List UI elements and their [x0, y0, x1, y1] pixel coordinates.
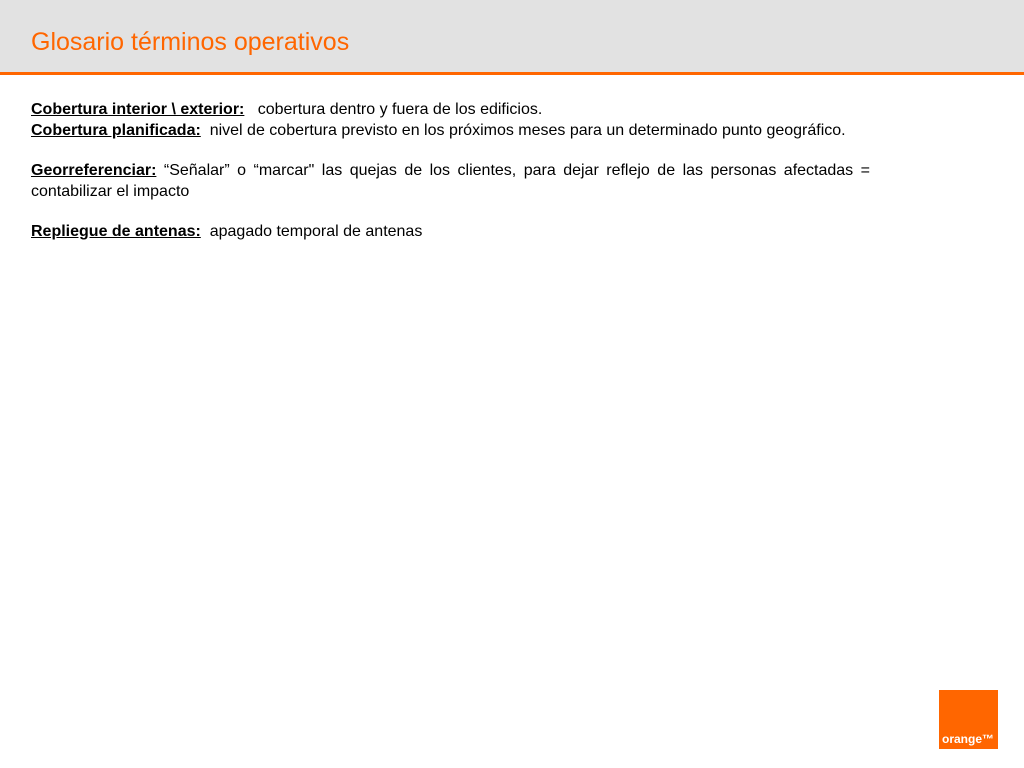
- glossary-term: Cobertura planificada:: [31, 122, 201, 139]
- header-divider: [0, 72, 1024, 75]
- glossary-definition: nivel de cobertura previsto en los próximos meses para un determinado punto geográfico.: [209, 122, 846, 139]
- glossary-term: Cobertura interior \ exterior:: [31, 101, 245, 118]
- page-title: Glosario términos operativos: [31, 28, 350, 56]
- glossary-entry-cobertura-interior-exterior: [31, 99, 870, 120]
- orange-logo: [939, 690, 998, 749]
- title-bar: [0, 0, 1024, 72]
- glossary-entry-cobertura-planificada: [31, 120, 870, 141]
- logo-wordmark: orange™: [942, 732, 995, 746]
- term-separator: [201, 122, 210, 139]
- term-separator: [244, 101, 257, 118]
- glossary-entry-repliegue-de-antenas: [31, 221, 870, 242]
- glossary-definition: cobertura dentro y fuera de los edificios.: [257, 101, 543, 118]
- term-separator: [156, 162, 163, 179]
- glossary-definition: apagado temporal de antenas: [209, 223, 423, 240]
- glossary-term: Repliegue de antenas:: [31, 223, 201, 240]
- glossary-definition: “Señalar” o “marcar" las quejas de los clientes, para dejar reflejo de las personas afectadas = contabilizar el impacto: [31, 162, 870, 200]
- glossary: [31, 99, 870, 242]
- term-separator: [201, 223, 210, 240]
- glossary-term: Georreferenciar:: [31, 162, 157, 179]
- glossary-entry-georreferenciar: [31, 160, 870, 202]
